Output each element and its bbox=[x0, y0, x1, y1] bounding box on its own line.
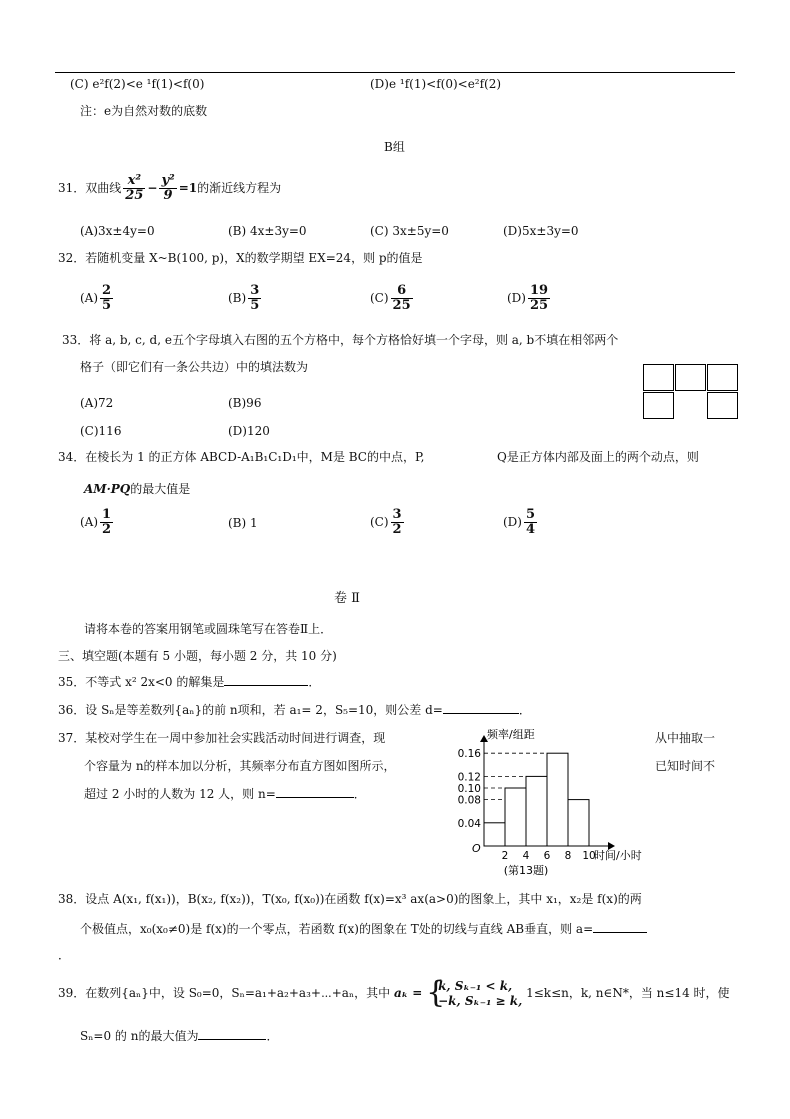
frequency-histogram bbox=[452, 728, 652, 880]
grid-cell bbox=[707, 364, 738, 391]
q34-option-c: (C) $\frac{3}{2}$ bbox=[370, 507, 402, 537]
question-37-line2: 个容量为 n的样本加以分析，其频率分布直方图如图所示， bbox=[84, 759, 396, 773]
question-37-line3: 超过 2 小时的人数为 12 人，则 n= ． bbox=[84, 787, 366, 801]
histogram-bar bbox=[547, 753, 568, 846]
x-tick-label: 8 bbox=[564, 850, 572, 862]
q32-option-b: (B) $\frac{3}{5}$ bbox=[228, 283, 260, 313]
top-rule bbox=[55, 72, 735, 73]
y-tick-label: 0.04 bbox=[457, 817, 481, 830]
histogram-bar bbox=[484, 823, 505, 846]
q33-option-c: (C)116 bbox=[80, 424, 122, 438]
y-tick-label: 0.16 bbox=[457, 748, 481, 761]
q31-option-c: (C) 3x±5y=0 bbox=[370, 224, 449, 238]
chart-caption: (第13题) bbox=[503, 864, 549, 877]
histogram-bar bbox=[505, 788, 526, 846]
grid-cell bbox=[643, 392, 674, 419]
q31-option-a: (A)3x±4y=0 bbox=[80, 224, 155, 238]
q33-option-d: (D)120 bbox=[228, 424, 270, 438]
x-tick-label: 10 bbox=[582, 850, 596, 862]
q32-option-c: (C) $\frac{6}{25}$ bbox=[370, 283, 411, 313]
question-33-line2: 格子（即它们有一条公共边）中的填法数为 bbox=[80, 360, 309, 374]
question-39-line2: Sₙ=0 的 n的最大值为 ． bbox=[80, 1029, 279, 1043]
answer-blank[interactable] bbox=[224, 673, 308, 686]
q32-option-d: (D) $\frac{19}{25}$ bbox=[507, 283, 549, 313]
x-tick-label: 6 bbox=[543, 850, 551, 862]
note: 注：e为自然对数的底数 bbox=[80, 104, 208, 118]
instruction: 请将本卷的答案用钢笔或圆珠笔写在答卷Ⅱ上． bbox=[84, 622, 333, 636]
question-34-line1b: Q是正方体内部及面上的两个动点，则 bbox=[497, 450, 699, 464]
y-axis-label: 频率/组距 bbox=[487, 728, 535, 741]
q34-option-a: (A) $\frac{1}{2}$ bbox=[80, 507, 112, 537]
histogram-bar bbox=[568, 800, 589, 846]
q34-option-b: (B) 1 bbox=[228, 516, 258, 530]
q32-option-a: (A) $\frac{2}{5}$ bbox=[80, 283, 112, 313]
question-38-line1: 38．设点 A(x₁, f(x₁))，B(x₂, f(x₂))，T(x₀, f(x₀))在函数 f(x)=x³ ax(a>0)的图象上，其中 x₁，x₂是 f(x)的两 bbox=[58, 892, 642, 906]
grid-cell bbox=[675, 364, 706, 391]
question-34-line2: AM·PQ的最大值是 bbox=[84, 482, 191, 496]
question-38-line2: 个极值点，x₀(x₀≠0)是 f(x)的一个零点，若函数 f(x)的图象在 T处的切线与直线 AB垂直，则 a= bbox=[80, 920, 647, 937]
question-37-line1: 37．某校对学生在一周中参加社会实践活动时间进行调查，现 bbox=[58, 731, 386, 745]
answer-blank[interactable] bbox=[593, 920, 647, 933]
y-tick-label: 0.12 bbox=[457, 771, 481, 784]
question-31: 31．双曲线 $\frac{\text{x²}}{25}$ − $\frac{\text{y²}}{9}$ =1的渐近线方程为 bbox=[58, 173, 282, 203]
question-35: 35．不等式 x² 2x<0 的解集是 ． bbox=[58, 675, 321, 689]
q34-option-d: (D) $\frac{5}{4}$ bbox=[503, 507, 536, 537]
question-37-line1-right: 从中抽取一 bbox=[655, 731, 716, 745]
answer-blank[interactable] bbox=[443, 701, 519, 714]
section-3-heading: 三、填空题(本题有 5 小题，每小题 2 分，共 10 分) bbox=[58, 649, 337, 663]
question-37-line2-right: 已知时间不 bbox=[655, 759, 716, 773]
grid-cell bbox=[707, 392, 738, 419]
q31-option-d: (D)5x±3y=0 bbox=[503, 224, 579, 238]
group-title: B组 bbox=[384, 140, 405, 154]
question-34-line1a: 34．在棱长为 1 的正方体 ABCD-A₁B₁C₁D₁中，M是 BC的中点，P, bbox=[58, 450, 425, 464]
question-33-line1: 33．将 a, b, c, d, e五个字母填入右图的五个方格中，每个方格恰好填一个字母，则 a, b不填在相邻两个 bbox=[62, 333, 619, 347]
x-axis-label: 时间/小时 bbox=[594, 849, 642, 862]
volume-title: 卷 Ⅱ bbox=[334, 591, 360, 606]
y-tick-label: 0.08 bbox=[457, 794, 481, 807]
question-36: 36．设 Sₙ是等差数列{aₙ}的前 n项和，若 a₁= 2，S₅=10，则公差 d= ． bbox=[58, 703, 531, 717]
top-option-c: (C) e²f(2)<e ¹f(1)<f(0) bbox=[70, 77, 205, 91]
origin-label: O bbox=[472, 842, 481, 855]
answer-blank[interactable] bbox=[276, 785, 354, 798]
q33-option-a: (A)72 bbox=[80, 396, 114, 410]
piecewise-definition: { k, Sₖ₋₁ < k, −k, Sₖ₋₁ ≥ k, bbox=[426, 974, 523, 1010]
x-tick-label: 2 bbox=[501, 850, 509, 862]
top-option-d: (D)e ¹f(1)<f(0)<e²f(2) bbox=[370, 77, 502, 91]
q31-frac-x: $\frac{\text{x²}}{25}$ bbox=[125, 173, 144, 203]
y-tick-label: 0.10 bbox=[457, 783, 481, 795]
question-39-line1: 39．在数列{aₙ}中，设 S₀=0，Sₙ=a₁+a₂+a₃+⋯+aₙ，其中 aₖ = { k, Sₖ₋₁ < k, −k, Sₖ₋₁ ≥ k, 1≤k≤n，k, n∈N*，当 n≤14 时，使 bbox=[58, 974, 730, 1010]
grid-cell bbox=[643, 364, 674, 391]
q31-option-b: (B) 4x±3y=0 bbox=[228, 224, 307, 238]
q31-num: 31．双曲线 bbox=[58, 181, 122, 195]
question-32: 32．若随机变量 X~B(100, p)，X的数学期望 EX=24，则 p的值是 bbox=[58, 251, 423, 265]
q31-frac-y: $\frac{\text{y²}}{9}$ bbox=[161, 173, 175, 203]
histogram-bar bbox=[526, 776, 547, 846]
x-tick-label: 4 bbox=[522, 850, 530, 862]
answer-blank[interactable] bbox=[198, 1027, 266, 1040]
question-38-line3: ． bbox=[58, 948, 71, 962]
q33-option-b: (B)96 bbox=[228, 396, 262, 410]
